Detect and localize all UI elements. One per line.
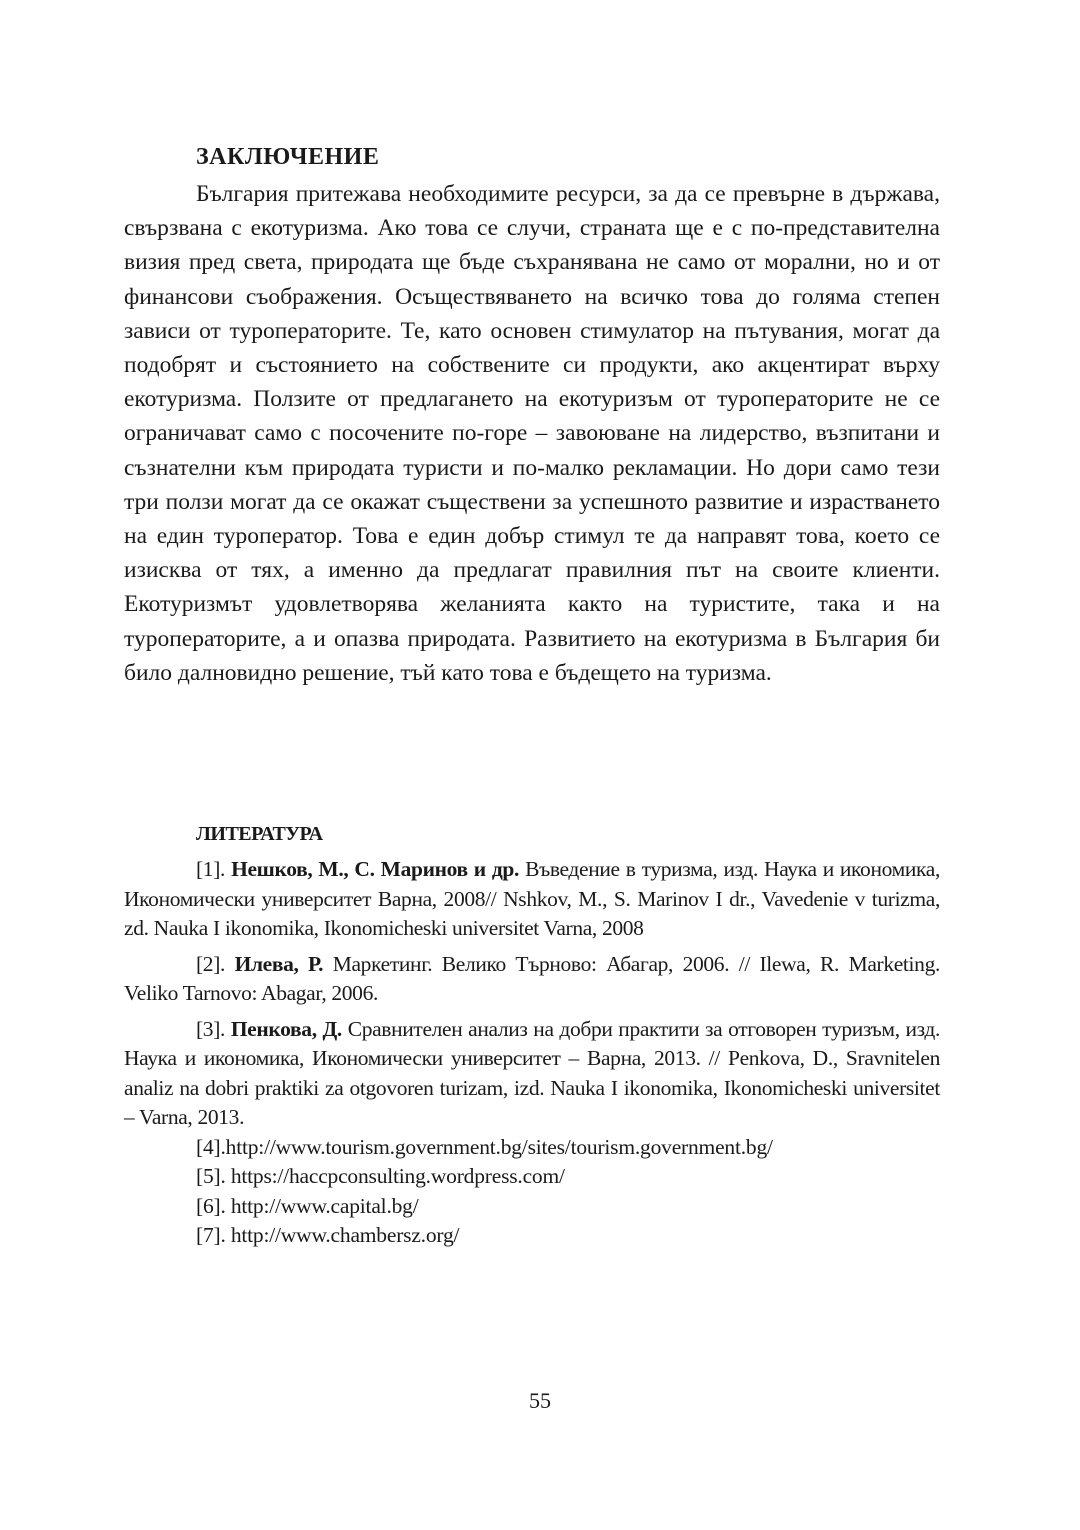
reference-url: [5]. https://haccpconsulting.wordpress.com/ xyxy=(196,1164,565,1188)
page-number: 55 xyxy=(529,1388,551,1413)
reference-list xyxy=(124,855,940,1251)
conclusion-paragraph: България притежава необходимите ресурси, за да се превърне в държава, свързвана с екотуризма. Ако това се случи, страната ще е с по-представителна визия пред света, природата ще бъде съхранявана не само от морални, но и от финансови съображения. Осъществяването на всичко това до голяма степен зависи от туроператорите. Те, като основен стимулатор на пътувания, могат да подобрят и състоянието на собствените си продукти, ако акцентират върху екотуризма. Ползите от предлагането на екотуризъм от туроператорите не се ограничават само с посочените по-горе – завоюване на лидерство, възпитани и съзнателни към природата туристи и по-малко рекламации. Но дори само тези три ползи могат да се окажат съществени за успешното развитие и израстването на един туроператор. Това е един добър стимул те да направят това, което се изисква от тях, а именно да предлагат правилния път на своите клиенти. Екотуризмът удовлетворява желанията както на туристите, така и на туроператорите, а и опазва природата. Развитието на екотуризма в България би било далновидно решение, тъй като това е бъдещето на туризма. xyxy=(124,181,940,686)
reference-url: [6]. http://www.capital.bg/ xyxy=(196,1193,419,1218)
conclusion-heading: ЗАКЛЮЧЕНИЕ xyxy=(196,144,380,170)
reference-number: [3]. xyxy=(196,1016,226,1041)
reference-item xyxy=(124,855,940,944)
reference-item xyxy=(124,950,940,1009)
reference-text: Маркетинг. Велико Търново: Абагар, 2006. // Ilewa, R. Marketing. Veliko Tarnovo: Abagar, 2006. xyxy=(124,951,941,1005)
literature-heading: ЛИТЕРАТУРА xyxy=(196,823,323,845)
reference-number: [2]. xyxy=(196,951,226,976)
reference-url: [7]. http://www.chambersz.org/ xyxy=(196,1223,460,1247)
reference-text: Сравнителен анализ на добри практити за отговорен туризъм, изд. Наука и икономика, Икономически университет – Варна, 2013. // Penkova, D., Sravnitelen analiz na dobri praktiki za otgovoren turizam, izd. Nauka I ikonomika, Ikonomicheski universitet – Varna, 2013. xyxy=(124,1016,940,1129)
reference-authors: Пенкова, Д. xyxy=(230,1016,342,1041)
reference-item xyxy=(124,1015,940,1133)
reference-authors: Илева, Р. xyxy=(234,951,324,976)
reference-url: [4].http://www.tourism.government.bg/sites/tourism.government.bg/ xyxy=(196,1134,773,1159)
reference-authors: Нешков, М., С. Маринов и др. xyxy=(231,857,520,881)
reference-number: [1]. xyxy=(196,857,226,881)
reference-text: Въведение в туризма, изд. Наука и икономика, Икономически университет Варна, 2008// Nshkov, M., S. Marinov I dr., Vavedenie v turizma, zd. Nauka I ikonomika, Ikonomicheski universitet Varna, 2008 xyxy=(124,857,940,940)
